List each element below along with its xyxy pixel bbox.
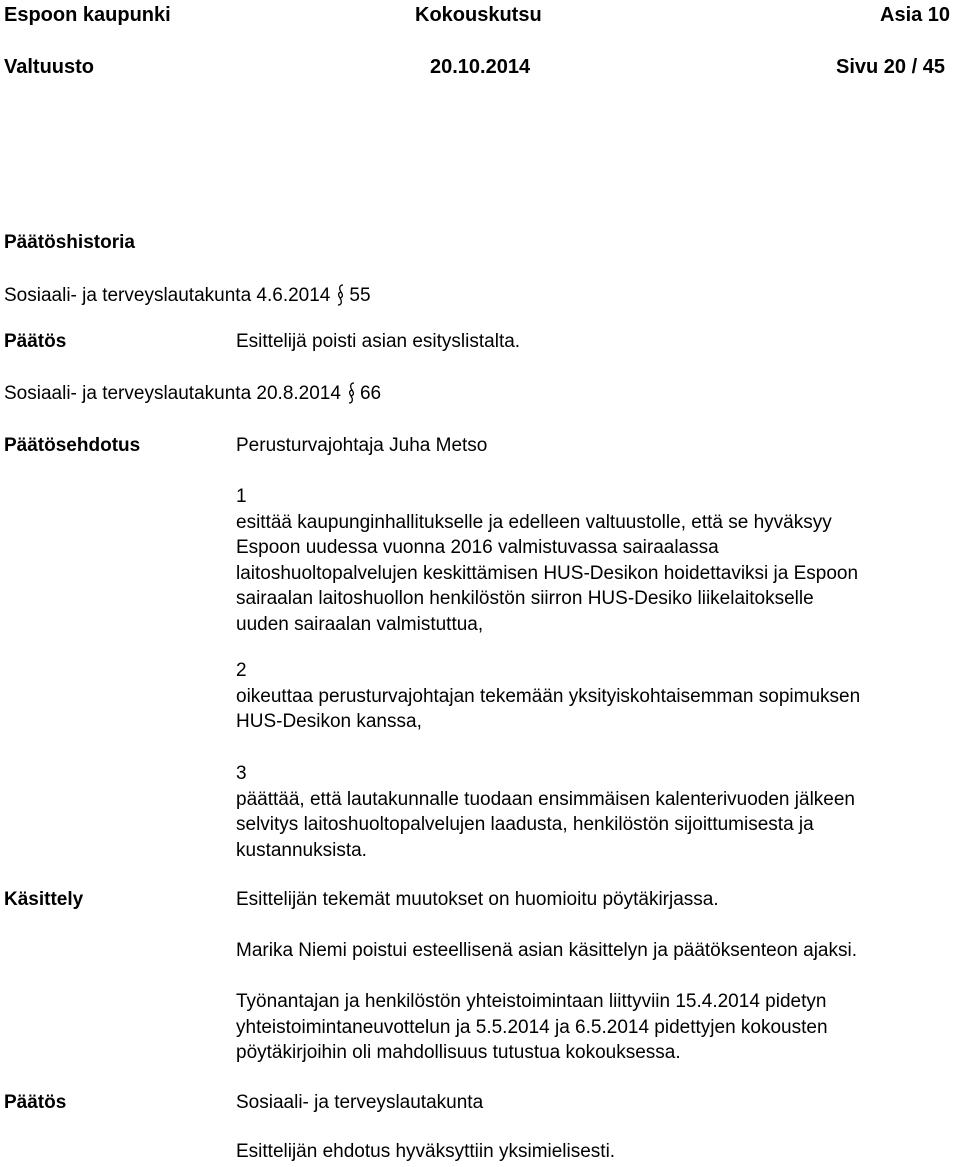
item-line: oikeuttaa perusturvajohtajan tekemään yksityiskohtaisemman sopimuksen bbox=[236, 685, 861, 707]
decision-2-text: Esittelijän ehdotus hyväksyttiin yksimielisesti. bbox=[236, 1141, 616, 1162]
history-heading: Päätöshistoria bbox=[4, 232, 135, 253]
item-number: 2 bbox=[236, 660, 247, 681]
header-item: Asia 10 bbox=[880, 4, 951, 26]
item-line: sairaalan laitoshuollon henkilöstön siirron HUS-Desiko liikelaitokselle bbox=[236, 588, 814, 609]
item-line: kustannuksista. bbox=[236, 839, 367, 861]
paragraph-line: yhteistoimintaneuvottelun ja 5.5.2014 ja 6.5.2014 pidettyjen kokousten bbox=[236, 1016, 828, 1038]
item-line: päättää, että lautakunnalle tuodaan ensimmäisen kalenterivuoden jälkeen bbox=[236, 788, 855, 810]
meeting-2-title: Sosiaali- ja terveyslautakunta 20.8.2014 bbox=[4, 383, 341, 404]
meeting-1-number: 55 bbox=[349, 285, 371, 306]
header-doc-type: Kokouskutsu bbox=[415, 4, 542, 26]
item-number: 3 bbox=[236, 763, 247, 784]
meeting-1-title: Sosiaali- ja terveyslautakunta 4.6.2014 bbox=[4, 285, 331, 306]
proposal-item-3 bbox=[236, 761, 956, 863]
item-number: 1 bbox=[236, 486, 247, 507]
decision-1-text: Esittelijä poisti asian esityslistalta. bbox=[236, 331, 521, 352]
item-line: selvitys laitoshuoltopalvelujen laadusta, henkilöstön sijoittumisesta ja bbox=[236, 814, 814, 835]
header-body: Valtuusto bbox=[4, 56, 95, 78]
decision-2-body: Sosiaali- ja terveyslautakunta bbox=[236, 1092, 484, 1113]
section-mark-icon bbox=[336, 283, 345, 307]
item-line: laitoshuoltopalvelujen keskittämisen HUS-Desikon hoidettaviksi ja Espoon bbox=[236, 562, 859, 584]
handling-p3 bbox=[236, 989, 956, 1066]
meeting-2-number: 66 bbox=[359, 383, 382, 404]
handling-label: Käsittely bbox=[4, 889, 84, 910]
proposal-presenter: Perusturvajohtaja Juha Metso bbox=[236, 435, 488, 456]
header-page: Sivu 20 / 45 bbox=[836, 56, 945, 78]
decision-1-label: Päätös bbox=[4, 331, 67, 352]
decision-2-label: Päätös bbox=[4, 1092, 67, 1113]
header-date: 20.10.2014 bbox=[430, 56, 531, 78]
item-line: uuden sairaalan valmistuttua, bbox=[236, 613, 484, 635]
section-mark-icon bbox=[347, 381, 356, 405]
proposal-item-2 bbox=[236, 658, 956, 735]
handling-p1: Esittelijän tekemät muutokset on huomioitu pöytäkirjassa. bbox=[236, 889, 719, 910]
paragraph-line: Työnantajan ja henkilöstön yhteistoimintaan liittyviin 15.4.2014 pidetyn bbox=[236, 991, 827, 1012]
meeting-1-line bbox=[4, 283, 371, 309]
handling-p2: Marika Niemi poistui esteellisenä asian käsittelyn ja päätöksenteon ajaksi. bbox=[236, 940, 857, 961]
item-line: HUS-Desikon kanssa, bbox=[236, 711, 422, 732]
header-org: Espoon kaupunki bbox=[4, 4, 171, 26]
proposal-item-1 bbox=[236, 484, 956, 637]
item-line: Espoon uudessa vuonna 2016 valmistuvassa sairaalassa bbox=[236, 537, 719, 558]
item-line: esittää kaupunginhallitukselle ja edelleen valtuustolle, että se hyväksyy bbox=[236, 511, 832, 533]
proposal-label: Päätösehdotus bbox=[4, 435, 141, 456]
meeting-2-line bbox=[4, 381, 381, 407]
paragraph-line: pöytäkirjoihin oli mahdollisuus tutustua kokouksessa. bbox=[236, 1042, 681, 1063]
